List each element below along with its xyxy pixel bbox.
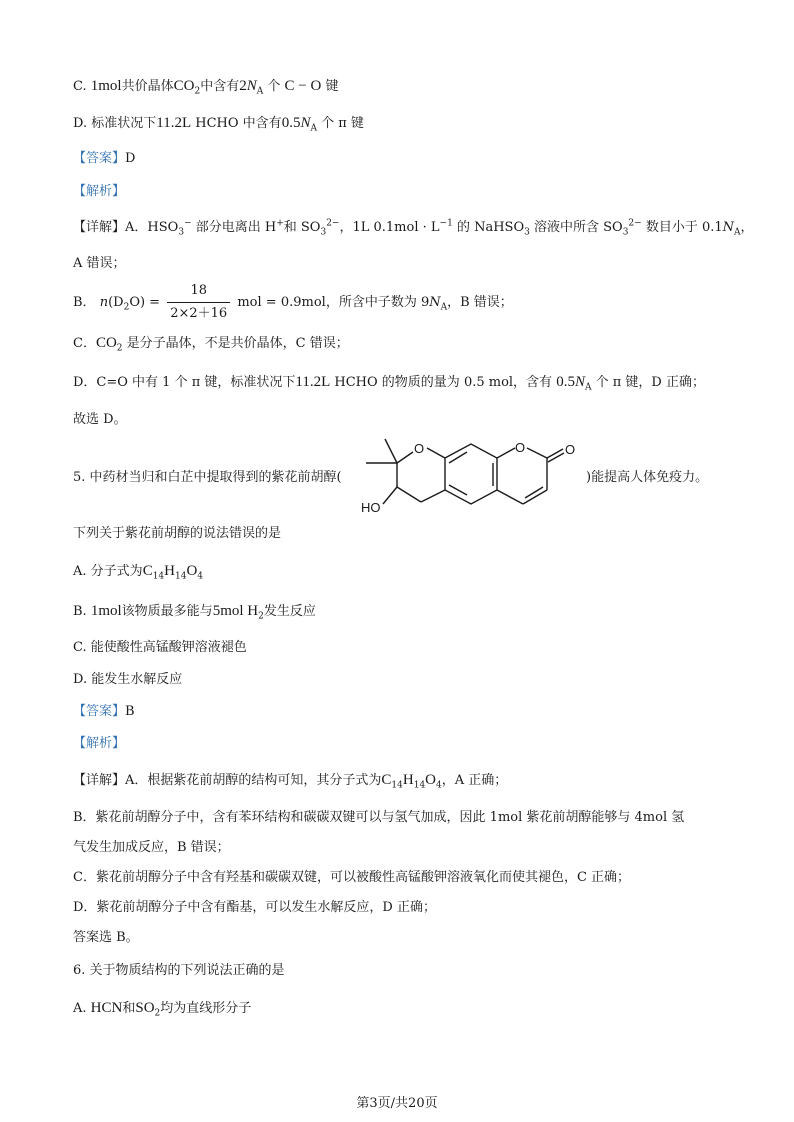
oxygen-carbonyl-atom: O [565, 442, 576, 457]
answer-label: 【答案】 [73, 704, 126, 719]
q5-option-d [73, 670, 182, 690]
text-segment: 气发生加成反应，B 错误； [73, 840, 230, 855]
question-number: 5. [73, 470, 86, 485]
benzene-ring [445, 444, 497, 504]
bond [427, 448, 445, 458]
text-segment: 答案选 B。 [73, 930, 139, 945]
formula: O [425, 772, 437, 788]
text-segment: 中药材当归和白芷中提取得到的紫花前胡醇( [89, 470, 342, 485]
analysis-text: 【解析】 [73, 736, 126, 751]
text-segment: ， [740, 220, 754, 235]
text-segment: 个 π 键，D 正确； [591, 375, 705, 390]
bond [397, 487, 421, 502]
bond [421, 490, 445, 502]
text-segment: N [722, 220, 735, 235]
fraction-denominator: 2×2＋16 [170, 306, 228, 321]
text-segment: 中含有 [242, 116, 282, 131]
subscript: 2 [116, 343, 123, 354]
detail-line [73, 254, 126, 274]
text-segment: B． [73, 295, 96, 310]
superscript: 2− [628, 218, 642, 229]
subscript: 4 [197, 571, 204, 582]
text-segment: mol = 0.9mol [237, 295, 326, 310]
bond [547, 449, 563, 458]
option-letter: B. [73, 604, 87, 619]
option-c-line [73, 76, 338, 97]
text-segment: 个 [267, 79, 281, 94]
text-segment: )能提高人体免疫力。 [586, 470, 709, 485]
option-letter: A. [73, 564, 87, 579]
hydroxyl-label: HO [361, 500, 381, 515]
superscript: − [184, 218, 192, 229]
answer-value: B [125, 704, 135, 719]
oxygen-ring-atom: O [414, 441, 425, 456]
text-segment: HCHO 的物质的量为 0.5 mol，含有 [330, 375, 557, 390]
text-segment: 11.2L [295, 374, 331, 390]
detail-label: 【详解】 [73, 773, 126, 788]
text-segment: (D [108, 295, 124, 310]
choose-line [73, 928, 139, 948]
oxygen-lactone-atom: O [515, 440, 526, 455]
text-segment: 下列关于紫花前胡醇的说法错误的是 [73, 526, 282, 541]
text-segment: 是分子晶体，不是共价晶体，C 错误； [122, 336, 349, 351]
double-bond-line [525, 487, 543, 498]
text-segment: C．紫花前胡醇分子中含有羟基和碳碳双键，可以被酸性高锰酸钾溶液氧化而使其褪色，C 正确； [73, 870, 631, 885]
bond [527, 448, 547, 458]
text-segment: 溶液中所含 SO [529, 220, 623, 235]
text-segment: C. 能使酸性高锰酸钾溶液褪色 [73, 640, 247, 655]
text-segment: 分子式为 [90, 564, 143, 579]
text-segment: 和 [122, 1001, 136, 1016]
subscript: A [310, 123, 317, 134]
formula: CO [173, 78, 195, 94]
question-5-stem-end [586, 468, 708, 488]
subscript: 14 [413, 780, 426, 791]
text-segment: 故选 D。 [73, 412, 127, 427]
option-letter: D. [73, 116, 88, 131]
superscript: + [276, 218, 284, 229]
subscript: A [440, 302, 448, 313]
formula: O [186, 563, 198, 579]
subscript: 2 [154, 1008, 161, 1019]
answer-line [73, 702, 135, 722]
formula: C [381, 772, 392, 788]
text-segment: 中含有 [200, 79, 240, 94]
subscript: 14 [391, 780, 403, 791]
c-explanation-line [73, 333, 349, 354]
question-5-prompt [73, 524, 281, 544]
text-segment: 该物质最多能与 [121, 604, 213, 619]
text-segment: D．紫花前胡醇分子中含有酯基，可以发生水解反应，D 正确； [73, 900, 436, 915]
text-segment: C． [73, 336, 96, 351]
analysis-label [73, 734, 125, 754]
bond [497, 490, 523, 504]
analysis-label [73, 182, 125, 202]
formula: 5mol H [212, 603, 259, 619]
subscript: 2 [194, 86, 201, 97]
detail-line [73, 898, 436, 918]
text-segment: ，B 错误； [447, 295, 513, 310]
text-segment: 个 π 键 [321, 116, 364, 131]
text-segment: ，1L 0.1mol · L [339, 220, 440, 235]
text-segment: 均为直线形分子 [160, 1001, 252, 1016]
q6-option-a [73, 998, 251, 1019]
double-bond-line [548, 453, 564, 462]
text-segment: 标准状况下 [91, 116, 157, 131]
subscript: 2 [258, 611, 264, 622]
text-segment: 的 NaHSO [452, 220, 525, 235]
detail-label: 【详解】 [73, 220, 126, 235]
superscript: −1 [439, 218, 453, 229]
q5-option-c [73, 638, 247, 658]
subscript: 2 [123, 302, 130, 313]
subscript: 4 [436, 780, 442, 791]
text-segment: N [429, 295, 441, 310]
subscript: 3 [622, 227, 629, 238]
formula: SO [135, 1000, 155, 1016]
detail-line [73, 218, 754, 238]
subscript: 3 [178, 227, 185, 238]
answer-line [73, 149, 135, 169]
molecule-structure [357, 432, 589, 520]
text-segment: 1mol [90, 78, 122, 94]
text-segment: n [99, 295, 109, 310]
text-segment: 2 [239, 78, 247, 94]
page-footer [0, 1092, 794, 1111]
text-segment: 部分电离出 H [191, 220, 277, 235]
formula: H [164, 563, 175, 579]
text-segment: 键 [325, 79, 339, 94]
text-segment: B．紫花前胡醇分子中，含有苯环结构和碳碳双键可以与氢气加成，因此 1mol 紫花前胡醇能够与 4mol 氢 [73, 810, 685, 825]
detail-line [73, 868, 630, 888]
subscript: 14 [175, 571, 187, 582]
subscript: 3 [524, 227, 530, 238]
bond [497, 448, 515, 458]
text-segment: N [300, 115, 311, 131]
d-explanation-line [73, 372, 705, 393]
text-segment: HCHO [195, 116, 239, 131]
text-segment: 1mol [90, 603, 122, 619]
detail-line [73, 770, 507, 791]
analysis-text: 【解析】 [73, 184, 126, 199]
text-segment: 发生反应 [263, 604, 316, 619]
text-segment: ，所含中子数为 9 [325, 295, 430, 310]
subscript: 14 [152, 571, 165, 582]
fraction [167, 280, 230, 325]
subscript: 3 [320, 227, 327, 238]
text-segment: 11.2L [156, 115, 192, 131]
text-segment: 共价晶体 [121, 79, 174, 94]
text-segment: A．根据紫花前胡醇的结构可知，其分子式为 [125, 773, 382, 788]
formula: H [402, 772, 414, 788]
answer-value: D [125, 151, 136, 166]
question-5-stem [73, 468, 342, 488]
answer-label: 【答案】 [73, 151, 126, 166]
bond [383, 487, 397, 504]
text-segment: A．HSO [125, 220, 179, 235]
text-segment: A 错误； [73, 256, 126, 271]
formula: HCN [90, 1000, 123, 1016]
option-letter: C. [73, 79, 87, 94]
q5-option-b [73, 601, 316, 622]
option-d-line [73, 113, 364, 134]
detail-line [73, 838, 230, 858]
subscript: A [734, 227, 741, 238]
page-number: 第3页/共20页 [356, 1096, 438, 1111]
superscript: 2− [326, 218, 340, 229]
text-segment: 0.5 [281, 115, 301, 131]
text-segment: C − O [284, 78, 322, 94]
q5-option-a [73, 561, 203, 582]
text-segment: 和 SO [283, 220, 321, 235]
b-explanation-line [73, 280, 513, 325]
subscript: A [256, 86, 264, 97]
text-segment: 6. 关于物质结构的下列说法正确的是 [73, 963, 285, 978]
text-segment: N [246, 78, 257, 94]
bond [397, 452, 413, 463]
option-letter: A. [73, 1001, 87, 1016]
text-segment: O) = [129, 295, 161, 310]
text-segment: N [574, 374, 585, 390]
text-segment: ，A 正确； [441, 773, 508, 788]
text-segment: D. 能发生水解反应 [73, 672, 183, 687]
formula: C [142, 563, 153, 579]
fraction-numerator: 18 [167, 280, 230, 303]
detail-line [73, 808, 684, 828]
text-segment: 0.5 [556, 374, 575, 390]
subscript: A [584, 382, 592, 393]
text-segment: D．C=O 中有 1 个 π 键，标准状况下 [73, 375, 296, 390]
formula: CO [95, 335, 117, 351]
methyl-bond [385, 439, 397, 463]
text-segment: 数目小于 0.1 [641, 220, 723, 235]
question-6-stem [73, 961, 285, 981]
choose-line [73, 410, 127, 430]
